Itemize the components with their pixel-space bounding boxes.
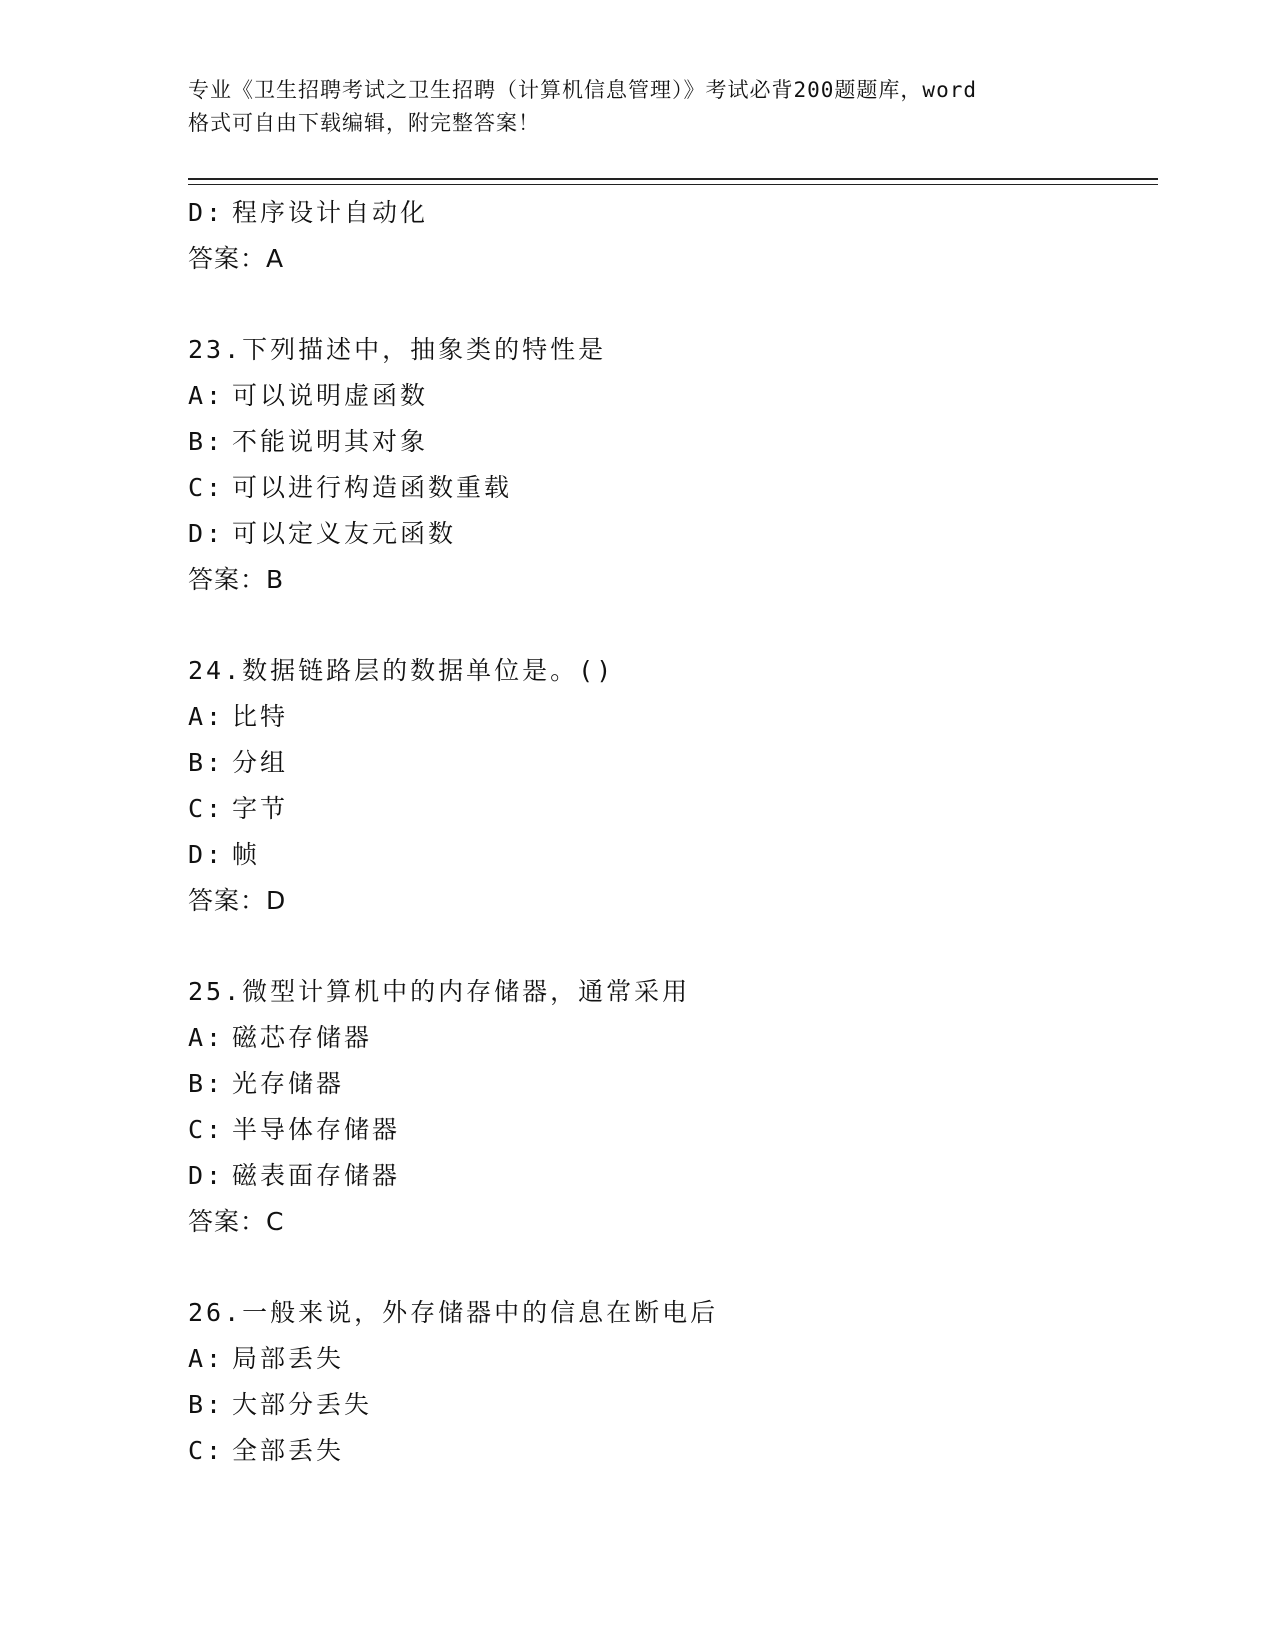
option-a (188, 1015, 1158, 1061)
option-letter: C: (188, 1115, 225, 1144)
header-line-1: 专业《卫生招聘考试之卫生招聘（计算机信息管理）》考试必背200题题库，word (188, 78, 977, 102)
option-letter: A: (188, 1344, 225, 1373)
answer-line: 答案：A (188, 244, 285, 273)
option-text: 比特 (232, 702, 289, 731)
option-letter: B: (188, 1390, 225, 1419)
answer-line: 答案：D (188, 886, 287, 915)
option-letter: A: (188, 381, 225, 410)
option-text: 分组 (232, 748, 289, 777)
option-c (188, 1107, 1158, 1153)
option-text: 可以说明虚函数 (232, 381, 429, 410)
document-header (188, 74, 1088, 140)
answer-line: 答案：C (188, 1207, 285, 1236)
option-letter: A: (188, 702, 225, 731)
option-b (188, 419, 1158, 465)
question-stem: 23.下列描述中，抽象类的特性是 (188, 335, 607, 364)
option-letter: C: (188, 1436, 225, 1465)
option-a (188, 373, 1158, 419)
option-letter: D: (188, 840, 225, 869)
option-text: 可以进行构造函数重载 (232, 473, 513, 502)
option-b (188, 740, 1158, 786)
option-letter: C: (188, 473, 225, 502)
question-block (188, 969, 1158, 1245)
header-divider-thin (188, 184, 1158, 185)
question-stem: 25.微型计算机中的内存储器，通常采用 (188, 977, 691, 1006)
option-text: 局部丢失 (232, 1344, 345, 1373)
option-c (188, 786, 1158, 832)
option-letter: B: (188, 427, 225, 456)
option-b (188, 1382, 1158, 1428)
header-line-2: 格式可自由下载编辑，附完整答案！ (188, 111, 540, 135)
question-stem: 26.一般来说，外存储器中的信息在断电后 (188, 1298, 719, 1327)
option-b (188, 1061, 1158, 1107)
answer-line: 答案：B (188, 565, 285, 594)
option-text: 大部分丢失 (232, 1390, 373, 1419)
option-c (188, 465, 1158, 511)
option-d (188, 511, 1158, 557)
question-list (188, 190, 1158, 1474)
option-text: 不能说明其对象 (232, 427, 429, 456)
question-stem: 24.数据链路层的数据单位是。() (188, 656, 615, 685)
option-text: 半导体存储器 (232, 1115, 401, 1144)
option-letter: B: (188, 748, 225, 777)
question-block (188, 1290, 1158, 1474)
option-letter: A: (188, 1023, 225, 1052)
option-a (188, 694, 1158, 740)
spacer (188, 282, 1158, 327)
question-block (188, 327, 1158, 603)
option-a (188, 1336, 1158, 1382)
option-letter: B: (188, 1069, 225, 1098)
option-letter: C: (188, 794, 225, 823)
option-letter: D: (188, 519, 225, 548)
header-divider-thick (188, 178, 1158, 180)
option-d (188, 1153, 1158, 1199)
option-text: 全部丢失 (232, 1436, 345, 1465)
option-text: 程序设计自动化 (232, 198, 429, 227)
option-letter: D: (188, 198, 225, 227)
spacer (188, 603, 1158, 648)
option-d (188, 832, 1158, 878)
question-block (188, 648, 1158, 924)
option-text: 帧 (232, 840, 261, 869)
option-text: 光存储器 (232, 1069, 345, 1098)
option-text: 可以定义友元函数 (232, 519, 457, 548)
spacer (188, 1245, 1158, 1290)
option-letter: D: (188, 1161, 225, 1190)
option-c (188, 1428, 1158, 1474)
option-text: 字节 (232, 794, 289, 823)
option-text: 磁芯存储器 (232, 1023, 373, 1052)
option-d (188, 190, 1158, 236)
option-text: 磁表面存储器 (232, 1161, 401, 1190)
spacer (188, 924, 1158, 969)
